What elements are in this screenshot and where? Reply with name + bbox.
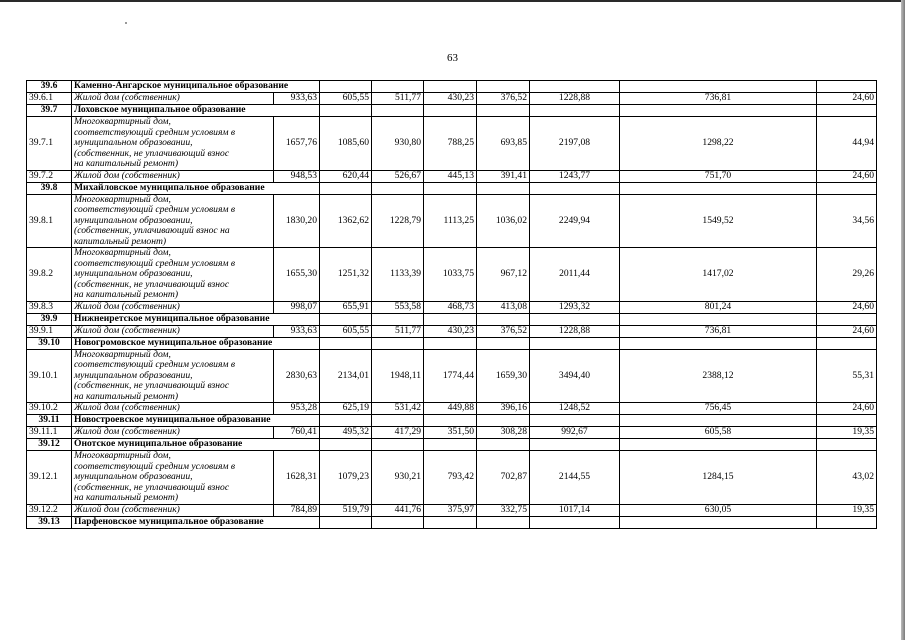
value-cell: 793,42 xyxy=(424,451,477,505)
scan-speck xyxy=(125,22,127,24)
value-cell: 801,24 xyxy=(620,301,817,313)
page-number: 63 xyxy=(447,52,458,64)
description-line: Жилой дом (собственник) xyxy=(74,92,180,104)
value-cell: 933,63 xyxy=(274,325,320,337)
row-code: 39.7.2 xyxy=(27,170,72,182)
row-code: 39.8.1 xyxy=(27,194,72,248)
value-cell: 531,42 xyxy=(372,403,424,415)
value-cell: 693,85 xyxy=(477,117,530,171)
empty-cell xyxy=(424,313,477,325)
row-description xyxy=(72,403,274,415)
section-code: 39.11 xyxy=(27,415,72,427)
empty-cell xyxy=(817,182,877,194)
value-cell: 630,05 xyxy=(620,504,817,516)
value-cell: 620,44 xyxy=(320,170,372,182)
description-line: (собственник, уплачивающий взнос на xyxy=(74,225,230,236)
value-cell: 1830,20 xyxy=(274,194,320,248)
value-cell: 1113,25 xyxy=(424,194,477,248)
empty-cell xyxy=(320,313,372,325)
section-header-row xyxy=(27,439,877,451)
value-cell: 391,41 xyxy=(477,170,530,182)
value-cell: 445,13 xyxy=(424,170,477,182)
section-name: Лоховское муниципальное образование xyxy=(72,105,320,117)
empty-cell xyxy=(620,337,817,349)
value-cell: 930,21 xyxy=(372,451,424,505)
description-line: Многоквартирный дом, xyxy=(74,193,171,205)
row-description xyxy=(72,451,274,505)
empty-cell xyxy=(477,337,530,349)
value-cell: 376,52 xyxy=(477,93,530,105)
value-cell: 24,60 xyxy=(817,325,877,337)
value-cell: 736,81 xyxy=(620,325,817,337)
empty-cell xyxy=(320,81,372,93)
section-name: Парфеновское муниципальное образование xyxy=(72,516,320,528)
value-cell: 2134,01 xyxy=(320,349,372,403)
row-description xyxy=(72,194,274,248)
row-code: 39.12.2 xyxy=(27,504,72,516)
section-header-row xyxy=(27,105,877,117)
empty-cell xyxy=(372,105,424,117)
row-description xyxy=(72,427,274,439)
table-row xyxy=(27,403,877,415)
value-cell: 625,19 xyxy=(320,403,372,415)
value-cell: 2011,44 xyxy=(530,248,620,302)
value-cell: 1251,32 xyxy=(320,248,372,302)
value-cell: 396,16 xyxy=(477,403,530,415)
description-line: Жилой дом (собственник) xyxy=(74,503,180,515)
empty-cell xyxy=(320,337,372,349)
value-cell: 430,23 xyxy=(424,325,477,337)
table-row xyxy=(27,248,877,302)
empty-cell xyxy=(477,415,530,427)
value-cell: 605,58 xyxy=(620,427,817,439)
empty-cell xyxy=(620,105,817,117)
section-name: Михайловское муниципальное образование xyxy=(72,182,320,194)
value-cell: 44,94 xyxy=(817,117,877,171)
value-cell: 376,52 xyxy=(477,325,530,337)
value-cell: 1228,79 xyxy=(372,194,424,248)
section-code: 39.13 xyxy=(27,516,72,528)
value-cell: 1085,60 xyxy=(320,117,372,171)
scan-top-edge xyxy=(0,0,905,2)
value-cell: 933,63 xyxy=(274,93,320,105)
value-cell: 2388,12 xyxy=(620,349,817,403)
section-code: 39.8 xyxy=(27,182,72,194)
empty-cell xyxy=(620,516,817,528)
empty-cell xyxy=(530,516,620,528)
value-cell: 24,60 xyxy=(817,93,877,105)
value-cell: 1017,14 xyxy=(530,504,620,516)
description-line: Жилой дом (собственник) xyxy=(74,402,180,414)
value-cell: 449,88 xyxy=(424,403,477,415)
description-line: муниципальном образовании, xyxy=(74,268,193,279)
table-row xyxy=(27,170,877,182)
section-code: 39.12 xyxy=(27,439,72,451)
empty-cell xyxy=(817,313,877,325)
section-name: Онотское муниципальное образование xyxy=(72,439,320,451)
value-cell: 930,80 xyxy=(372,117,424,171)
table-row xyxy=(27,451,877,505)
description-line: соответствующий средним условиям в xyxy=(74,126,236,138)
description-line: соответствующий средним условиям в xyxy=(74,359,236,370)
row-description xyxy=(72,301,274,313)
value-cell: 605,55 xyxy=(320,93,372,105)
empty-cell xyxy=(620,182,817,194)
table-row xyxy=(27,325,877,337)
value-cell: 788,25 xyxy=(424,117,477,171)
section-header-row xyxy=(27,516,877,528)
row-code: 39.6.1 xyxy=(27,93,72,105)
description-line: на капитальный ремонт) xyxy=(74,158,179,169)
empty-cell xyxy=(620,81,817,93)
empty-cell xyxy=(477,439,530,451)
empty-cell xyxy=(424,337,477,349)
value-cell: 751,70 xyxy=(620,170,817,182)
tariff-table xyxy=(26,80,877,529)
description-line: Жилой дом (собственник) xyxy=(74,300,180,312)
empty-cell xyxy=(817,337,877,349)
section-code: 39.6 xyxy=(27,81,72,93)
value-cell: 1655,30 xyxy=(274,248,320,302)
table-row xyxy=(27,301,877,313)
value-cell: 43,02 xyxy=(817,451,877,505)
row-code: 39.7.1 xyxy=(27,117,72,171)
value-cell: 1036,02 xyxy=(477,194,530,248)
empty-cell xyxy=(372,337,424,349)
value-cell: 19,35 xyxy=(817,427,877,439)
row-code: 39.8.2 xyxy=(27,248,72,302)
description-line: соответствующий средним условиям в xyxy=(74,460,236,472)
section-name: Новогромовское муниципальное образование xyxy=(72,337,320,349)
value-cell: 1133,39 xyxy=(372,248,424,302)
empty-cell xyxy=(372,439,424,451)
empty-cell xyxy=(477,516,530,528)
description-line: капитальный ремонт) xyxy=(74,235,167,247)
value-cell: 1362,62 xyxy=(320,194,372,248)
row-description xyxy=(72,504,274,516)
empty-cell xyxy=(530,182,620,194)
empty-cell xyxy=(372,182,424,194)
value-cell: 24,60 xyxy=(817,301,877,313)
empty-cell xyxy=(620,313,817,325)
value-cell: 1549,52 xyxy=(620,194,817,248)
value-cell: 1284,15 xyxy=(620,451,817,505)
value-cell: 468,73 xyxy=(424,301,477,313)
description-line: соответствующий средним условиям в xyxy=(74,204,236,215)
value-cell: 1228,88 xyxy=(530,93,620,105)
empty-cell xyxy=(477,81,530,93)
table-row xyxy=(27,117,877,171)
value-cell: 3494,40 xyxy=(530,349,620,403)
value-cell: 375,97 xyxy=(424,504,477,516)
description-line: муниципальном образовании, xyxy=(74,369,193,381)
value-cell: 756,45 xyxy=(620,403,817,415)
empty-cell xyxy=(530,105,620,117)
value-cell: 2830,63 xyxy=(274,349,320,403)
value-cell: 760,41 xyxy=(274,427,320,439)
value-cell: 655,91 xyxy=(320,301,372,313)
description-line: соответствующий средним условиям в xyxy=(74,257,236,269)
value-cell: 24,60 xyxy=(817,170,877,182)
row-description xyxy=(72,117,274,171)
row-description xyxy=(72,170,274,182)
value-cell: 1248,52 xyxy=(530,403,620,415)
value-cell: 605,55 xyxy=(320,325,372,337)
description-line: (собственник, не уплачивающий взнос xyxy=(74,380,230,391)
table-row xyxy=(27,427,877,439)
value-cell: 441,76 xyxy=(372,504,424,516)
empty-cell xyxy=(817,81,877,93)
description-line: на капитальный ремонт) xyxy=(74,390,179,402)
empty-cell xyxy=(424,81,477,93)
empty-cell xyxy=(372,415,424,427)
row-code: 39.9.1 xyxy=(27,325,72,337)
description-line: на капитальный ремонт) xyxy=(74,289,179,300)
empty-cell xyxy=(530,415,620,427)
empty-cell xyxy=(477,105,530,117)
value-cell: 511,77 xyxy=(372,93,424,105)
value-cell: 1243,77 xyxy=(530,170,620,182)
table-row xyxy=(27,93,877,105)
section-name: Нижнеиретское муниципальное образование xyxy=(72,313,320,325)
description-line: на капитальный ремонт) xyxy=(74,492,179,503)
description-line: муниципальном образовании, xyxy=(74,214,193,226)
value-cell: 2197,08 xyxy=(530,117,620,171)
row-code: 39.10.2 xyxy=(27,403,72,415)
section-code: 39.10 xyxy=(27,337,72,349)
row-code: 39.8.3 xyxy=(27,301,72,313)
section-header-row xyxy=(27,81,877,93)
value-cell: 2144,55 xyxy=(530,451,620,505)
section-name: Новостроевское муниципальное образование xyxy=(72,415,320,427)
row-description xyxy=(72,93,274,105)
value-cell: 430,23 xyxy=(424,93,477,105)
value-cell: 526,67 xyxy=(372,170,424,182)
empty-cell xyxy=(477,182,530,194)
value-cell: 1628,31 xyxy=(274,451,320,505)
value-cell: 332,75 xyxy=(477,504,530,516)
empty-cell xyxy=(320,105,372,117)
value-cell: 553,58 xyxy=(372,301,424,313)
value-cell: 998,07 xyxy=(274,301,320,313)
section-header-row xyxy=(27,415,877,427)
value-cell: 1774,44 xyxy=(424,349,477,403)
empty-cell xyxy=(620,439,817,451)
empty-cell xyxy=(817,439,877,451)
description-line: Жилой дом (собственник) xyxy=(74,324,180,336)
value-cell: 1659,30 xyxy=(477,349,530,403)
row-code: 39.10.1 xyxy=(27,349,72,403)
value-cell: 992,67 xyxy=(530,427,620,439)
value-cell: 1033,75 xyxy=(424,248,477,302)
empty-cell xyxy=(424,439,477,451)
empty-cell xyxy=(372,313,424,325)
empty-cell xyxy=(424,516,477,528)
row-code: 39.12.1 xyxy=(27,451,72,505)
empty-cell xyxy=(424,105,477,117)
value-cell: 1228,88 xyxy=(530,325,620,337)
section-code: 39.9 xyxy=(27,313,72,325)
value-cell: 736,81 xyxy=(620,93,817,105)
row-description xyxy=(72,325,274,337)
value-cell: 19,35 xyxy=(817,504,877,516)
scan-right-edge xyxy=(901,0,905,640)
row-description xyxy=(72,248,274,302)
section-header-row xyxy=(27,337,877,349)
empty-cell xyxy=(817,105,877,117)
value-cell: 1417,02 xyxy=(620,248,817,302)
empty-cell xyxy=(320,516,372,528)
empty-cell xyxy=(817,516,877,528)
empty-cell xyxy=(530,313,620,325)
value-cell: 55,31 xyxy=(817,349,877,403)
value-cell: 519,79 xyxy=(320,504,372,516)
table-row xyxy=(27,194,877,248)
value-cell: 967,12 xyxy=(477,248,530,302)
section-code: 39.7 xyxy=(27,105,72,117)
description-line: Многоквартирный дом, xyxy=(74,450,171,461)
value-cell: 511,77 xyxy=(372,325,424,337)
description-line: муниципальном образовании, xyxy=(74,471,193,482)
empty-cell xyxy=(530,337,620,349)
description-line: Многоквартирный дом, xyxy=(74,116,171,127)
description-line: муниципальном образовании, xyxy=(74,137,193,148)
row-code: 39.11.1 xyxy=(27,427,72,439)
section-header-row xyxy=(27,182,877,194)
value-cell: 1948,11 xyxy=(372,349,424,403)
value-cell: 1298,22 xyxy=(620,117,817,171)
description-line: (собственник, не уплачивающий взнос xyxy=(74,481,230,493)
empty-cell xyxy=(372,516,424,528)
empty-cell xyxy=(530,81,620,93)
description-line: Многоквартирный дом, xyxy=(74,247,171,258)
table-body xyxy=(27,81,877,529)
description-line: Многоквартирный дом, xyxy=(74,348,171,360)
empty-cell xyxy=(530,439,620,451)
empty-cell xyxy=(320,439,372,451)
description-line: Жилой дом (собственник) xyxy=(74,426,180,438)
value-cell: 784,89 xyxy=(274,504,320,516)
empty-cell xyxy=(817,415,877,427)
table-row xyxy=(27,349,877,403)
empty-cell xyxy=(477,313,530,325)
value-cell: 417,29 xyxy=(372,427,424,439)
table-row xyxy=(27,504,877,516)
description-line: (собственник, не уплачивающий взнос xyxy=(74,147,230,159)
value-cell: 308,28 xyxy=(477,427,530,439)
section-name: Каменно-Ангарское муниципальное образование xyxy=(72,81,320,93)
value-cell: 948,53 xyxy=(274,170,320,182)
empty-cell xyxy=(372,81,424,93)
section-header-row xyxy=(27,313,877,325)
value-cell: 495,32 xyxy=(320,427,372,439)
value-cell: 413,08 xyxy=(477,301,530,313)
value-cell: 351,50 xyxy=(424,427,477,439)
value-cell: 953,28 xyxy=(274,403,320,415)
value-cell: 2249,94 xyxy=(530,194,620,248)
description-line: (собственник, не уплачивающий взнос xyxy=(74,278,230,290)
value-cell: 24,60 xyxy=(817,403,877,415)
empty-cell xyxy=(424,182,477,194)
value-cell: 29,26 xyxy=(817,248,877,302)
empty-cell xyxy=(320,182,372,194)
description-line: Жилой дом (собственник) xyxy=(74,169,180,181)
row-description xyxy=(72,349,274,403)
empty-cell xyxy=(620,415,817,427)
empty-cell xyxy=(320,415,372,427)
empty-cell xyxy=(424,415,477,427)
value-cell: 702,87 xyxy=(477,451,530,505)
value-cell: 1293,32 xyxy=(530,301,620,313)
value-cell: 34,56 xyxy=(817,194,877,248)
value-cell: 1657,76 xyxy=(274,117,320,171)
value-cell: 1079,23 xyxy=(320,451,372,505)
